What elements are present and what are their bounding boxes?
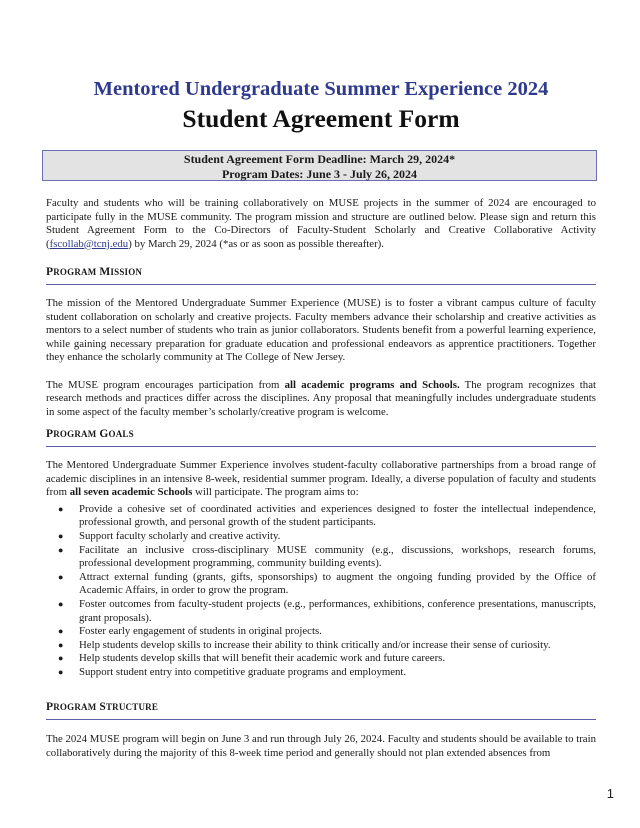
program-goals-heading: PROGRAM GOALS <box>46 428 596 447</box>
program-title: Mentored Undergraduate Summer Experience 2024 <box>93 78 549 100</box>
list-item: ● Attract external funding (grants, gifts, sponsorships) to augment the ongoing funding provided by the Office of Academic Affairs, in order to grow the program. <box>58 570 596 597</box>
bullet-icon: ● <box>58 598 64 609</box>
bullet-icon: ● <box>58 530 64 541</box>
list-item: ● Facilitate an inclusive cross-disciplinary MUSE community (e.g., discussions, workshops, research forums, professional development programming, community building events). <box>58 543 596 570</box>
program-dates-line: Program Dates: June 3 - July 26, 2024 <box>221 166 418 181</box>
list-item: ● Support faculty scholarly and creative activity. <box>58 529 281 542</box>
program-goals-body <box>46 459 596 680</box>
intro-text-after-email: ) by March 29, 2024 (*as or as soon as possible thereafter). <box>128 237 384 250</box>
deadline-line: Student Agreement Form Deadline: March 29, 2024* <box>183 152 456 166</box>
bullet-icon: ● <box>58 653 64 664</box>
contact-email-link[interactable]: fscollab@tcnj.edu <box>49 237 129 250</box>
structure-paragraph: The 2024 MUSE program will begin on June 3 and run through July 26, 2024. Faculty and students should be available to train collaboratively during the majority of this 8-week time period and generally should not plan extended absences from <box>46 733 596 759</box>
bullet-icon: ● <box>58 666 64 677</box>
deadline-box <box>42 150 597 181</box>
program-mission-body <box>46 297 596 419</box>
bullet-icon: ● <box>58 503 64 514</box>
form-title: Student Agreement Form <box>182 104 460 133</box>
list-item: ● Help students develop skills to increase their ability to think critically and/or increase their sense of curiosity. <box>58 638 551 651</box>
intro-paragraph <box>46 197 596 251</box>
bullet-icon: ● <box>58 639 64 650</box>
mission-bold-text: all academic programs and Schools. <box>284 378 460 391</box>
goals-intro-paragraph: The Mentored Undergraduate Summer Experience involves student-faculty collaborative partnerships from a broad range of academic disciplines in an intensive 8-week, residential summer program. Ideally, a diverse population of faculty and students from all seven academic Schools will participate. The program aims to: <box>46 459 596 499</box>
bullet-icon: ● <box>58 571 64 582</box>
list-item: ● Foster early engagement of students in original projects. <box>58 625 322 638</box>
mission-paragraph-2: The MUSE program encourages participation from all academic programs and Schools. The program recognizes that research methods and practices differ across the disciplines. Any proposal that meaningfully includes undergraduate students in some aspect of the faculty member’s scholarly/creative program is welcome. <box>46 378 596 418</box>
mission-paragraph-1: The mission of the Mentored Undergraduate Summer Experience (MUSE) is to foster a vibrant campus culture of faculty student collaboration on scholarly and creative projects. Faculty members advance their scholarship and creative activities as mentors to a select number of students who train as junior collaborators. Students benefit from a powerful learning experience, while gaining necessary preparation for graduate education and professional endeavors as apprentice practitioners. Together they enhance the scholarly community at The College of New Jersey. <box>46 297 596 364</box>
program-structure-body <box>46 733 596 760</box>
intro-text-before-email: Faculty and students who will be training collaboratively on MUSE projects in the summer of 2024 are encouraged to participate fully in the MUSE community. The program mission and structure are outlined below. Please sign and return this Student Agreement Form to the Co-Directors of Faculty-Student Scholarly and Creative Collaborative Activity ( <box>46 197 596 250</box>
list-item: ● Foster outcomes from faculty-student projects (e.g., performances, exhibitions, conference presentations, manuscripts, grant proposals). <box>58 597 596 624</box>
bullet-icon: ● <box>58 626 64 637</box>
list-item: ● Support student entry into competitive graduate programs and employment. <box>58 665 407 678</box>
list-item: ● Provide a cohesive set of coordinated activities and experiences designed to foster the intellectual independence, professional growth, and personal growth of the student participants. <box>58 502 596 529</box>
page-number: 1 <box>606 786 614 801</box>
list-item: ● Help students develop skills that will benefit their academic work and future careers. <box>58 652 446 665</box>
bullet-icon: ● <box>58 544 64 555</box>
program-mission-heading: PROGRAM MISSION <box>46 266 596 285</box>
goals-list <box>46 503 596 680</box>
goals-bold-text: all seven academic Schools <box>69 486 193 499</box>
program-structure-heading: PROGRAM STRUCTURE <box>46 701 596 720</box>
